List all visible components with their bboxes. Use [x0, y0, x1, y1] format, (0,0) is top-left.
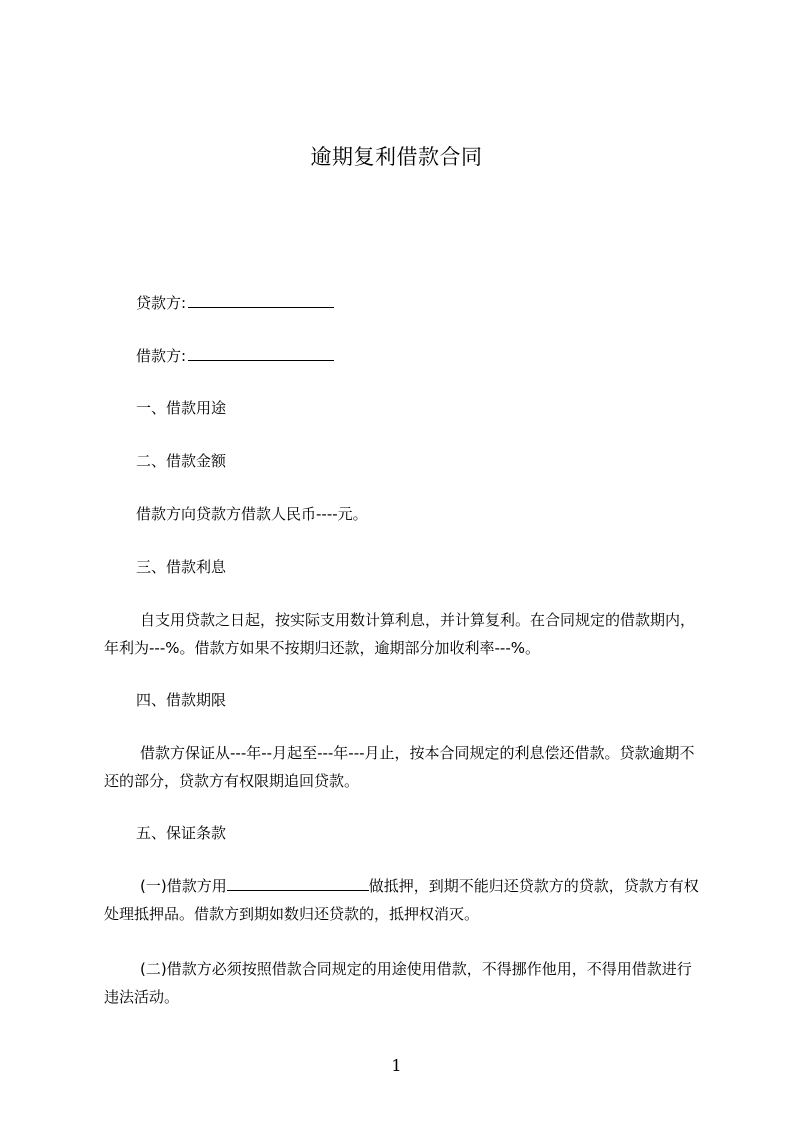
section-3-heading: 三、借款利息	[136, 558, 227, 576]
document-title: 逾期复利借款合同	[310, 145, 483, 169]
section-5-item-1	[104, 872, 699, 928]
lender-blank	[188, 291, 334, 308]
section-1-heading: 一、借款用途	[136, 399, 227, 417]
section-5-heading: 五、保证条款	[136, 824, 227, 842]
borrower-label: 借款方:	[136, 347, 187, 365]
section-5-item-2: (二)借款方必须按照借款合同规定的用途使用借款，不得挪作他用，不得用借款进行违法活动。	[104, 960, 692, 1006]
borrower-blank	[188, 344, 334, 361]
page-number: 1	[391, 1056, 402, 1075]
collateral-blank	[227, 874, 369, 891]
section-2-heading: 二、借款金额	[136, 452, 227, 470]
item-1-suffix: 做抵押，到期不能归还贷款方的贷款，贷款方有权处理抵押品。借款方到期如数归还贷款的，抵押权消灭。	[104, 877, 699, 923]
item-1-prefix: (一)借款方用	[140, 877, 227, 895]
section-3-body: 自支用贷款之日起，按实际支用数计算利息，并计算复利。在合同规定的借款期内，年利为---%。借款方如果不按期归还款，逾期部分加收利率---%。	[104, 611, 696, 657]
lender-label: 贷款方:	[136, 294, 187, 312]
section-4-body: 借款方保证从---年--月起至---年---月止，按本合同规定的利息偿还借款。贷款逾期不还的部分，贷款方有权限期追回贷款。	[104, 744, 695, 790]
borrower-line	[136, 344, 334, 366]
section-2-body: 借款方向贷款方借款人民币----元。	[136, 505, 368, 523]
section-4-heading: 四、借款期限	[136, 691, 227, 709]
lender-line	[136, 291, 334, 313]
